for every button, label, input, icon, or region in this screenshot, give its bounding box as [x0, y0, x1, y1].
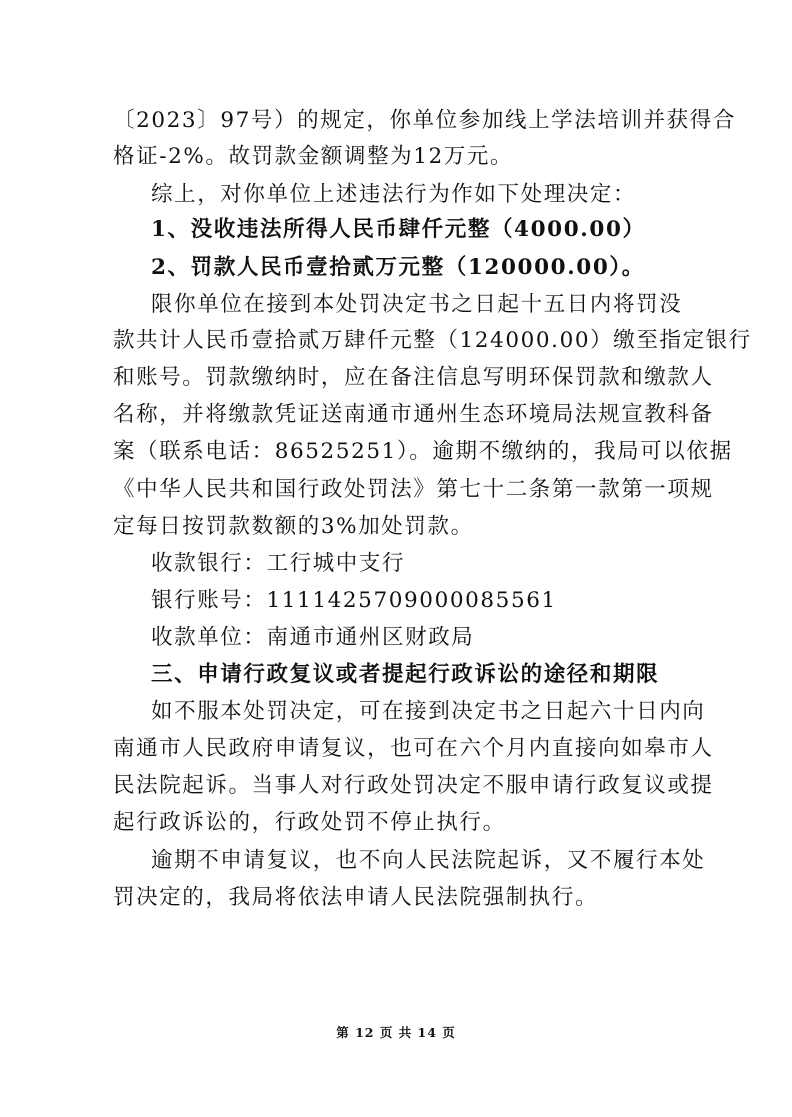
text-line: 名称，并将缴款凭证送南通市通州生态环境局法规宣教科备 — [113, 402, 714, 427]
text-line: 和账号。罚款缴纳时，应在备注信息写明环保罚款和缴款人 — [113, 365, 714, 390]
text-line: 〔2023〕97号）的规定，你单位参加线上学法培训并获得合 — [113, 108, 736, 133]
decision-item-1: 1、没收违法所得人民币肆仟元整（4000.00） — [151, 217, 646, 242]
section-heading: 三、申请行政复议或者提起行政诉讼的途径和期限 — [151, 662, 660, 687]
text-line: 综上，对你单位上述违法行为作如下处理决定： — [151, 182, 637, 207]
text-line: 南通市人民政府申请复议，也可在六个月内直接向如皋市人 — [113, 736, 714, 761]
text-line: 定每日按罚款数额的3%加处罚款。 — [113, 514, 474, 539]
bank-account: 银行账号：1111425709000085561 — [151, 588, 557, 613]
page-number: 第 12 页 共 14 页 — [336, 1025, 456, 1040]
text-line: 格证-2%。故罚款金额调整为12万元。 — [113, 144, 514, 169]
text-line: 款共计人民币壹拾贰万肆仟元整（124000.00）缴至指定银行 — [113, 328, 752, 353]
text-line: 《中华人民共和国行政处罚法》第七十二条第一款第一项规 — [113, 477, 714, 502]
payee-unit: 收款单位：南通市通州区财政局 — [151, 625, 475, 650]
text-line: 案（联系电话：86525251）。逾期不缴纳的，我局可以依据 — [113, 439, 733, 464]
bank-name: 收款银行：工行城中支行 — [151, 551, 406, 576]
text-line: 民法院起诉。当事人对行政处罚决定不服申请行政复议或提 — [113, 773, 714, 798]
text-line: 限你单位在接到本处罚决定书之日起十五日内将罚没 — [151, 292, 683, 317]
text-line: 逾期不申请复议，也不向人民法院起诉，又不履行本处 — [151, 848, 706, 873]
text-line: 罚决定的，我局将依法申请人民法院强制执行。 — [113, 885, 599, 910]
text-line: 起行政诉讼的，行政处罚不停止执行。 — [113, 810, 506, 835]
text-line: 如不服本处罚决定，可在接到决定书之日起六十日内向 — [151, 699, 706, 724]
decision-item-2: 2、罚款人民币壹拾贰万元整（120000.00）。 — [151, 255, 645, 280]
